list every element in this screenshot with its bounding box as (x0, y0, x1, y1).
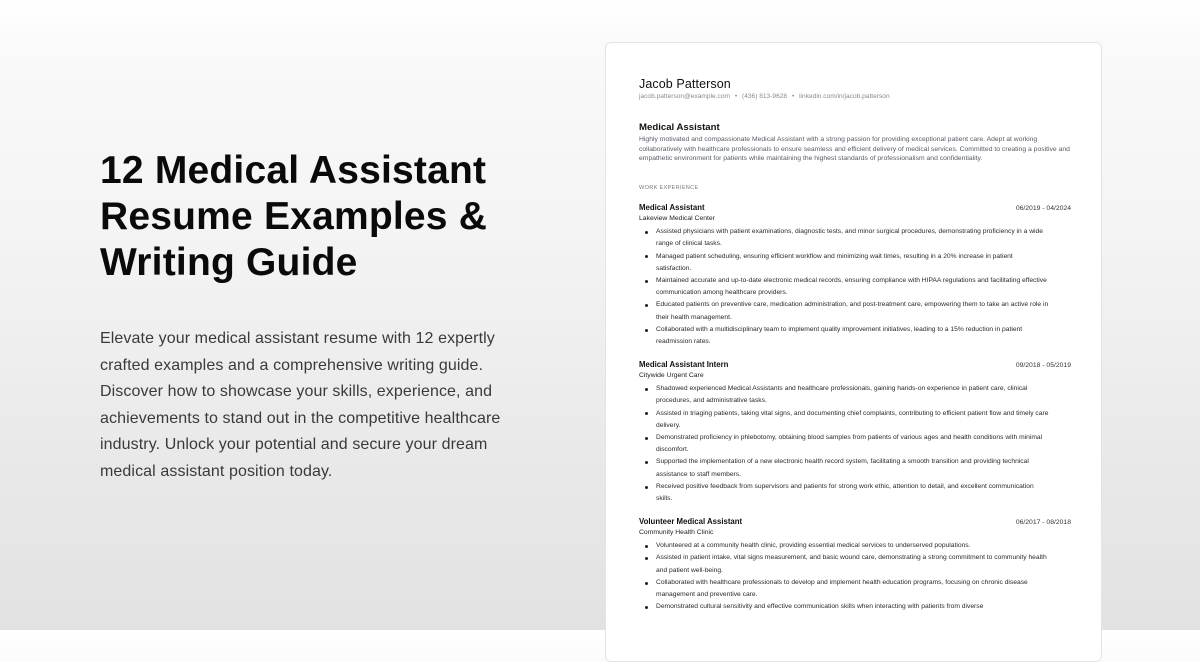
bullet-icon (645, 437, 648, 440)
job-company: Lakeview Medical Center (639, 215, 715, 223)
job-bullet-list (639, 226, 1071, 348)
bullet-text: Received positive feedback from supervisors and patients for strong work ethic, attention to detail, and excellent communication skills. (656, 482, 1034, 502)
job-bullet (639, 324, 1071, 348)
job-entry (639, 202, 1071, 348)
job-bullet (639, 577, 1071, 601)
bullet-text: Collaborated with healthcare professionals to develop and implement health education programs, focusing on chronic disease management and preventive care. (656, 578, 1028, 598)
resume-contact-line (639, 92, 1071, 102)
job-dates: 06/2017 - 08/2018 (1015, 519, 1071, 527)
hero-section (100, 148, 540, 485)
resume-phone: (436) 813-9628 (742, 93, 788, 100)
bullet-icon (645, 486, 648, 489)
resume-document (639, 76, 1071, 613)
job-title: Volunteer Medical Assistant (639, 517, 743, 527)
job-bullet-list (639, 540, 1071, 613)
bullet-icon (645, 606, 648, 609)
bullet-icon (645, 557, 648, 560)
job-bullet (639, 251, 1071, 275)
bullet-text: Collaborated with a multidisciplinary team to implement quality improvement initiatives, leading to a 15% reduction in patient readmission rates. (656, 325, 1023, 345)
resume-linkedin: linkedin.com/in/jacob.patterson (799, 93, 890, 100)
job-title: Medical Assistant (639, 203, 705, 213)
job-bullet (639, 299, 1071, 323)
job-bullet-list (639, 383, 1071, 505)
job-bullet (639, 408, 1071, 432)
job-entry (639, 359, 1071, 505)
bullet-text: Assisted in patient intake, vital signs measurement, and basic wound care, demonstrating a strong commitment to community health and patient well-being. (656, 554, 1047, 574)
bullet-text: Assisted in triaging patients, taking vital signs, and documenting chief complaints, contributing to efficient patient flow and timely care delivery. (656, 409, 1049, 429)
job-bullet (639, 456, 1071, 480)
bullet-icon (645, 412, 648, 415)
bullet-icon (645, 545, 648, 548)
bullet-icon (645, 255, 648, 258)
job-bullet (639, 552, 1071, 576)
contact-separator: • (734, 93, 738, 100)
job-company: Citywide Urgent Care (639, 372, 704, 380)
job-bullet (639, 432, 1071, 456)
resume-preview-card (605, 42, 1102, 662)
bullet-icon (645, 280, 648, 283)
job-bullet (639, 275, 1071, 299)
bullet-text: Assisted physicians with patient examinations, diagnostic tests, and minor surgical procedures, demonstrating proficiency in a wide range of clinical tasks. (656, 228, 1043, 248)
page-description: Elevate your medical assistant resume with 12 expertly crafted examples and a comprehensive writing guide. Discover how to showcase your skills, experience, and achievements to stand out in the competitive healthcare industry. Unlock your potential and secure your dream medical assistant position today. (100, 330, 501, 480)
job-bullet (639, 540, 1071, 552)
job-bullet (639, 601, 1071, 613)
bullet-icon (645, 388, 648, 391)
bullet-text: Maintained accurate and up-to-date electronic medical records, ensuring compliance with HIPAA regulations and facilitating effective communication among healthcare providers. (656, 276, 1047, 297)
job-title: Medical Assistant Intern (639, 360, 729, 370)
bullet-icon (645, 304, 648, 307)
section-heading-work-experience: WORK EXPERIENCE (639, 185, 699, 192)
job-bullet (639, 383, 1071, 407)
job-entry (639, 516, 1071, 613)
bullet-text: Supported the implementation of a new electronic health record system, facilitating a smooth transition and providing technical assistance to staff members. (656, 458, 1029, 478)
bullet-text: Managed patient scheduling, ensuring efficient workflow and minimizing wait times, resulting in a 20% increase in patient satisfaction. (656, 252, 1013, 272)
bullet-text: Shadowed experienced Medical Assistants and healthcare professionals, gaining hands-on experience in patient care, clinical procedures, and administrative tasks. (656, 385, 1028, 405)
bullet-icon (645, 461, 648, 464)
job-company: Community Health Clinic (639, 529, 714, 537)
bullet-text: Volunteered at a community health clinic, providing essential medical services to underserved populations. (656, 542, 971, 550)
bullet-text: Demonstrated cultural sensitivity and effective communication skills when interacting with patients from diverse (656, 603, 984, 611)
resume-name: Jacob Patterson (639, 77, 731, 91)
resume-headline-title: Medical Assistant (639, 122, 720, 133)
resume-summary: Highly motivated and compassionate Medical Assistant with a strong passion for providing exceptional patient care. Adept at working collaboratively with healthcare professionals to ensure seamless and efficient delivery of medical services. Committed to creating a positive and empathetic environment for patients while maintaining the highest standards of professionalism and confidentiality. (639, 136, 1070, 163)
job-bullet (639, 226, 1071, 250)
contact-separator: • (791, 93, 795, 100)
bullet-icon (645, 231, 648, 234)
job-dates: 06/2019 - 04/2024 (1015, 205, 1071, 213)
job-bullet (639, 481, 1071, 505)
page-title: 12 Medical Assistant Resume Examples & Writing Guide (100, 149, 488, 284)
resume-email: jacob.patterson@example.com (639, 93, 730, 100)
bullet-icon (645, 329, 648, 332)
job-dates: 09/2018 - 05/2019 (1015, 362, 1071, 370)
bullet-icon (645, 582, 648, 585)
bullet-text: Demonstrated proficiency in phlebotomy, obtaining blood samples from patients of various ages and health conditions with minimal discomfort. (656, 433, 1043, 454)
bullet-text: Educated patients on preventive care, medication administration, and post-treatment care, empowering them to take an active role in their health management. (656, 301, 1049, 321)
